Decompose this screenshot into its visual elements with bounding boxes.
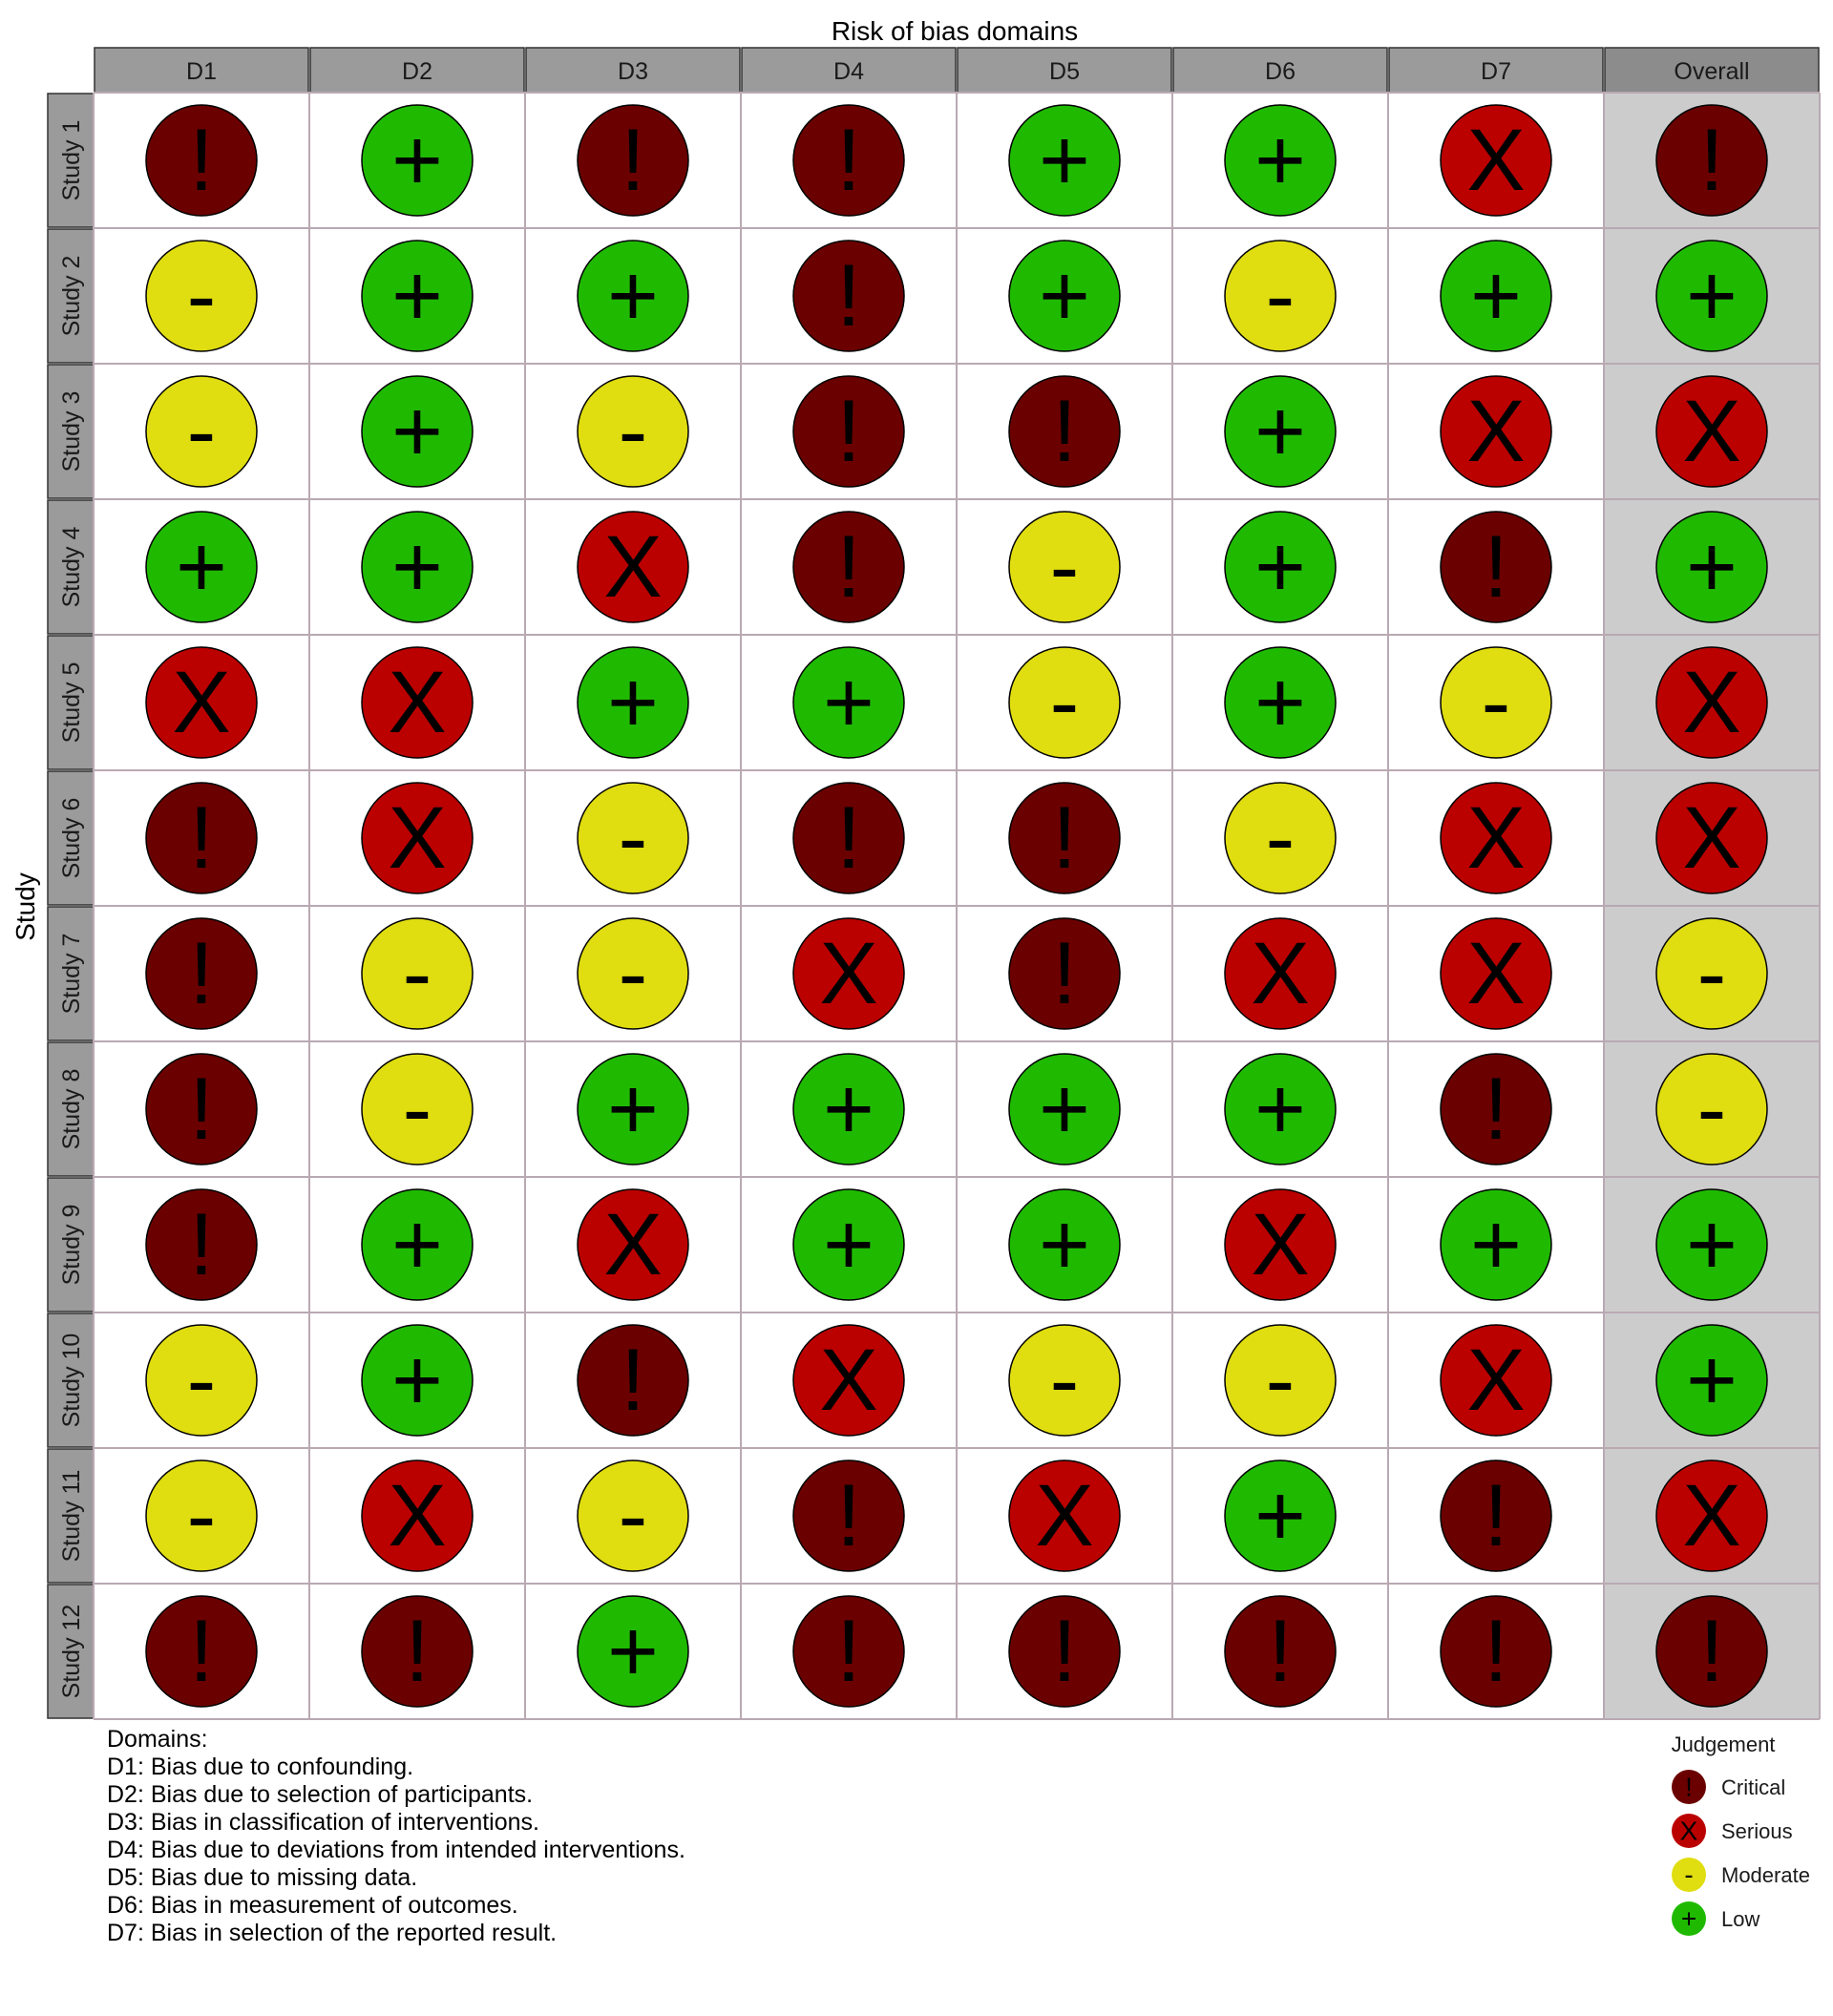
- judgement-symbol: -: [1696, 1060, 1727, 1158]
- judgement-cell: [793, 1460, 904, 1571]
- judgement-symbol: X: [1682, 383, 1741, 480]
- row-header-study-4: Study 4: [58, 526, 85, 608]
- judgement-cell: [146, 241, 257, 351]
- judgement-cell: [362, 1054, 473, 1165]
- legend-item-serious: [1672, 1814, 1793, 1848]
- judgement-cell: [1441, 783, 1551, 893]
- judgement-cell: [1441, 512, 1551, 622]
- judgement-cell: [1009, 918, 1120, 1029]
- domain-description-d2: D2: Bias due to selection of participants.: [107, 1781, 534, 1808]
- judgement-cell: [793, 512, 904, 622]
- judgement-symbol: +: [1470, 1196, 1522, 1293]
- column-header-d2: D2: [402, 58, 432, 85]
- judgement-cell: [1225, 1054, 1336, 1165]
- judgement-cell: [146, 647, 257, 758]
- judgement-symbol: -: [1049, 518, 1080, 616]
- domain-description-d5: D5: Bias due to missing data.: [107, 1864, 418, 1891]
- judgement-cell: [362, 105, 473, 216]
- judgement-cell: [1441, 105, 1551, 216]
- judgement-cell: [1656, 105, 1767, 216]
- judgement-symbol: !: [189, 789, 214, 887]
- judgement-symbol: !: [836, 112, 861, 209]
- row-header-study-8: Study 8: [58, 1068, 85, 1150]
- judgement-cell: [1441, 1596, 1551, 1707]
- judgement-cell: [362, 241, 473, 351]
- judgement-cell: [1656, 512, 1767, 622]
- judgement-cell: [578, 783, 688, 893]
- judgement-cell: [1441, 1054, 1551, 1165]
- judgement-symbol: !: [1699, 112, 1724, 209]
- judgement-symbol: +: [1254, 518, 1306, 616]
- judgement-symbol: +: [607, 247, 659, 345]
- judgement-cell: [1225, 1596, 1336, 1707]
- row-header-study-3: Study 3: [58, 390, 85, 472]
- legend: [1672, 1732, 1810, 1936]
- judgement-cell: [1225, 241, 1336, 351]
- judgement-symbol: X: [819, 1332, 878, 1429]
- judgement-cell: [146, 512, 257, 622]
- row-header-study-7: Study 7: [58, 933, 85, 1015]
- judgement-symbol: +: [176, 518, 227, 616]
- column-header-d4: D4: [833, 58, 864, 85]
- row-header-study-5: Study 5: [58, 662, 85, 744]
- judgement-symbol: +: [607, 1060, 659, 1158]
- judgement-symbol: X: [1466, 1332, 1526, 1429]
- judgement-symbol: -: [186, 1332, 217, 1429]
- legend-label: Moderate: [1721, 1863, 1810, 1887]
- judgement-symbol: X: [1466, 789, 1526, 887]
- judgement-cell: [1441, 1189, 1551, 1300]
- legend-symbol: -: [1684, 1859, 1694, 1890]
- judgement-cell: [362, 647, 473, 758]
- column-header-overall: Overall: [1674, 58, 1750, 85]
- judgement-symbol: +: [1254, 383, 1306, 480]
- judgement-cell: [1441, 918, 1551, 1029]
- judgement-symbol: +: [1254, 1060, 1306, 1158]
- judgement-symbol: !: [1052, 1603, 1077, 1700]
- judgement-symbol: !: [1052, 383, 1077, 480]
- judgement-cell: [146, 376, 257, 487]
- judgement-cell: [1225, 647, 1336, 758]
- judgement-cell: [362, 376, 473, 487]
- judgement-symbol: X: [1466, 925, 1526, 1022]
- judgement-cell: [362, 1189, 473, 1300]
- judgement-symbol: +: [1686, 518, 1738, 616]
- judgement-cell: [146, 1054, 257, 1165]
- judgement-symbol: !: [1484, 518, 1508, 616]
- judgement-symbol: -: [186, 1467, 217, 1564]
- judgement-symbol: !: [189, 925, 214, 1022]
- judgement-symbol: !: [836, 1467, 861, 1564]
- judgement-cell: [1656, 376, 1767, 487]
- judgement-cell: [793, 105, 904, 216]
- judgement-symbol: +: [607, 654, 659, 751]
- judgement-cell: [146, 1189, 257, 1300]
- judgement-symbol: !: [836, 518, 861, 616]
- judgement-symbol: +: [1039, 1060, 1090, 1158]
- judgement-cell: [793, 1189, 904, 1300]
- legend-label: Low: [1721, 1907, 1760, 1931]
- judgement-symbol: X: [1682, 654, 1741, 751]
- judgement-symbol: !: [405, 1603, 430, 1700]
- judgement-cell: [146, 1460, 257, 1571]
- judgement-cell: [793, 918, 904, 1029]
- judgement-symbol: -: [1265, 1332, 1296, 1429]
- judgement-symbol: +: [391, 1196, 443, 1293]
- judgement-cell: [146, 918, 257, 1029]
- judgement-cell: [1009, 376, 1120, 487]
- judgement-cell: [1441, 647, 1551, 758]
- judgement-symbol: X: [1251, 925, 1310, 1022]
- judgement-symbol: !: [836, 383, 861, 480]
- judgement-symbol: X: [388, 654, 447, 751]
- judgement-cell: [362, 1460, 473, 1571]
- legend-symbol: +: [1680, 1903, 1697, 1934]
- judgement-cell: [793, 1596, 904, 1707]
- domain-description-d3: D3: Bias in classification of interventions.: [107, 1809, 539, 1836]
- judgement-symbol: +: [1686, 1332, 1738, 1429]
- judgement-symbol: !: [836, 789, 861, 887]
- legend-item-moderate: [1672, 1858, 1810, 1892]
- row-header-study-2: Study 2: [58, 255, 85, 337]
- judgement-symbol: X: [819, 925, 878, 1022]
- domain-description-d1: D1: Bias due to confounding.: [107, 1754, 414, 1780]
- judgement-cell: [1656, 783, 1767, 893]
- judgement-cell: [1225, 783, 1336, 893]
- judgement-cell: [146, 1325, 257, 1436]
- judgement-cell: [1656, 241, 1767, 351]
- judgement-symbol: !: [621, 112, 645, 209]
- judgement-symbol: -: [618, 789, 648, 887]
- judgement-cell: [1441, 376, 1551, 487]
- judgement-cell: [1009, 1054, 1120, 1165]
- judgement-cell: [362, 512, 473, 622]
- judgement-cell: [1441, 1460, 1551, 1571]
- judgement-cell: [578, 1189, 688, 1300]
- judgement-cell: [362, 783, 473, 893]
- judgement-symbol: +: [1470, 247, 1522, 345]
- judgement-symbol: X: [1466, 383, 1526, 480]
- judgement-cell: [146, 1596, 257, 1707]
- judgement-symbol: !: [189, 1603, 214, 1700]
- domains-heading: Domains:: [107, 1726, 208, 1753]
- judgement-symbol: -: [618, 383, 648, 480]
- row-header-study-10: Study 10: [58, 1333, 85, 1428]
- row-header-study-1: Study 1: [58, 119, 85, 201]
- judgement-symbol: !: [836, 1603, 861, 1700]
- judgement-symbol: !: [621, 1332, 645, 1429]
- domain-description-d6: D6: Bias in measurement of outcomes.: [107, 1892, 518, 1919]
- judgement-cell: [1656, 1596, 1767, 1707]
- judgement-symbol: X: [172, 654, 231, 751]
- judgement-symbol: -: [1696, 925, 1727, 1022]
- column-header-d6: D6: [1265, 58, 1296, 85]
- judgement-symbol: !: [1484, 1060, 1508, 1158]
- judgement-symbol: +: [1686, 1196, 1738, 1293]
- legend-symbol: X: [1679, 1816, 1698, 1846]
- judgement-cell: [362, 1325, 473, 1436]
- judgement-symbol: +: [1039, 112, 1090, 209]
- judgement-cell: [578, 1596, 688, 1707]
- judgement-symbol: +: [823, 654, 874, 751]
- judgement-cell: [1225, 1460, 1336, 1571]
- judgement-symbol: !: [189, 1196, 214, 1293]
- judgement-cell: [793, 376, 904, 487]
- judgement-symbol: X: [1035, 1467, 1094, 1564]
- judgement-cell: [578, 241, 688, 351]
- judgement-symbol: X: [388, 789, 447, 887]
- judgement-symbol: +: [1039, 247, 1090, 345]
- judgement-symbol: +: [607, 1603, 659, 1700]
- judgement-cell: [1225, 1325, 1336, 1436]
- judgement-cell: [1656, 1189, 1767, 1300]
- judgement-symbol: -: [1265, 247, 1296, 345]
- column-header-d7: D7: [1481, 58, 1511, 85]
- row-header-study-12: Study 12: [58, 1604, 85, 1699]
- judgement-symbol: !: [1699, 1603, 1724, 1700]
- row-headers: [48, 94, 94, 1718]
- judgement-symbol: +: [391, 112, 443, 209]
- legend-item-critical: [1672, 1770, 1785, 1804]
- judgement-cell: [1656, 1325, 1767, 1436]
- judgement-symbol: X: [603, 1196, 663, 1293]
- legend-title: Judgement: [1671, 1732, 1776, 1756]
- chart-title: Risk of bias domains: [831, 16, 1079, 46]
- judgement-symbol: !: [1484, 1467, 1508, 1564]
- judgement-cell: [1009, 1189, 1120, 1300]
- judgement-symbol: -: [618, 1467, 648, 1564]
- column-header-d1: D1: [186, 58, 217, 85]
- legend-label: Serious: [1721, 1819, 1793, 1843]
- judgement-cell: [1656, 918, 1767, 1029]
- judgement-symbol: !: [836, 247, 861, 345]
- judgement-cell: [578, 512, 688, 622]
- judgement-symbol: +: [1039, 1196, 1090, 1293]
- judgement-cell: [1009, 647, 1120, 758]
- judgement-symbol: +: [1254, 112, 1306, 209]
- judgement-cell: [578, 105, 688, 216]
- legend-label: Critical: [1721, 1775, 1786, 1799]
- judgement-cell: [1441, 1325, 1551, 1436]
- judgement-cell: [1656, 647, 1767, 758]
- judgement-cell: [362, 918, 473, 1029]
- judgement-cell: [1009, 512, 1120, 622]
- judgement-cell: [1656, 1054, 1767, 1165]
- judgement-symbol: +: [391, 383, 443, 480]
- judgement-cell: [1009, 1596, 1120, 1707]
- judgement-cell: [1009, 105, 1120, 216]
- judgement-symbol: X: [388, 1467, 447, 1564]
- judgement-cell: [1441, 241, 1551, 351]
- judgement-symbol: +: [1686, 247, 1738, 345]
- column-header-d3: D3: [618, 58, 648, 85]
- judgement-symbol: !: [189, 112, 214, 209]
- judgement-cell: [578, 376, 688, 487]
- grid: [94, 93, 1820, 1719]
- domain-description-d4: D4: Bias due to deviations from intended interventions.: [107, 1837, 685, 1863]
- judgement-symbol: -: [618, 925, 648, 1022]
- judgement-cell: [1225, 1189, 1336, 1300]
- judgement-symbol: X: [1682, 1467, 1741, 1564]
- judgement-symbol: -: [1049, 654, 1080, 751]
- judgement-symbol: +: [391, 518, 443, 616]
- judgement-symbol: !: [1268, 1603, 1293, 1700]
- judgement-symbol: +: [1254, 654, 1306, 751]
- judgement-symbol: X: [1466, 112, 1526, 209]
- judgement-symbol: -: [186, 383, 217, 480]
- judgement-symbol: +: [823, 1196, 874, 1293]
- judgement-cell: [1009, 1325, 1120, 1436]
- row-header-study-11: Study 11: [58, 1469, 85, 1563]
- judgement-symbol: -: [402, 1060, 432, 1158]
- judgement-symbol: +: [391, 247, 443, 345]
- judgement-cell: [1225, 105, 1336, 216]
- judgement-cell: [793, 783, 904, 893]
- judgement-cell: [1009, 1460, 1120, 1571]
- judgement-symbol: -: [1049, 1332, 1080, 1429]
- y-axis-label: Study: [11, 872, 40, 941]
- judgement-cell: [793, 241, 904, 351]
- domain-description-d7: D7: Bias in selection of the reported result.: [107, 1920, 558, 1946]
- judgement-symbol: +: [1254, 1467, 1306, 1564]
- legend-symbol: !: [1685, 1772, 1693, 1802]
- row-header-study-9: Study 9: [58, 1204, 85, 1286]
- judgement-cell: [578, 647, 688, 758]
- judgement-cell: [146, 783, 257, 893]
- judgement-cell: [146, 105, 257, 216]
- column-headers: [95, 48, 1819, 93]
- legend-item-low: [1672, 1901, 1759, 1936]
- judgement-symbol: +: [823, 1060, 874, 1158]
- row-header-study-6: Study 6: [58, 797, 85, 879]
- judgement-cell: [1225, 918, 1336, 1029]
- judgement-cell: [793, 1054, 904, 1165]
- judgement-symbol: X: [1251, 1196, 1310, 1293]
- judgement-cell: [1656, 1460, 1767, 1571]
- judgement-symbol: -: [402, 925, 432, 1022]
- judgement-symbol: !: [189, 1060, 214, 1158]
- judgement-symbol: !: [1484, 1603, 1508, 1700]
- judgement-symbol: X: [1682, 789, 1741, 887]
- judgement-cell: [1225, 376, 1336, 487]
- judgement-cell: [578, 1460, 688, 1571]
- judgement-cell: [578, 1325, 688, 1436]
- judgement-cell: [793, 1325, 904, 1436]
- judgement-symbol: +: [391, 1332, 443, 1429]
- judgement-cell: [1225, 512, 1336, 622]
- judgement-cell: [793, 647, 904, 758]
- judgement-symbol: !: [1052, 789, 1077, 887]
- judgement-cell: [1009, 241, 1120, 351]
- judgement-cell: [578, 1054, 688, 1165]
- judgement-cell: [362, 1596, 473, 1707]
- judgement-symbol: -: [1265, 789, 1296, 887]
- judgement-symbol: !: [1052, 925, 1077, 1022]
- judgement-cell: [578, 918, 688, 1029]
- judgement-cell: [1009, 783, 1120, 893]
- judgement-symbol: X: [603, 518, 663, 616]
- judgement-symbol: -: [186, 247, 217, 345]
- domain-descriptions: [107, 1726, 685, 1947]
- judgement-symbol: -: [1481, 654, 1511, 751]
- column-header-d5: D5: [1049, 58, 1080, 85]
